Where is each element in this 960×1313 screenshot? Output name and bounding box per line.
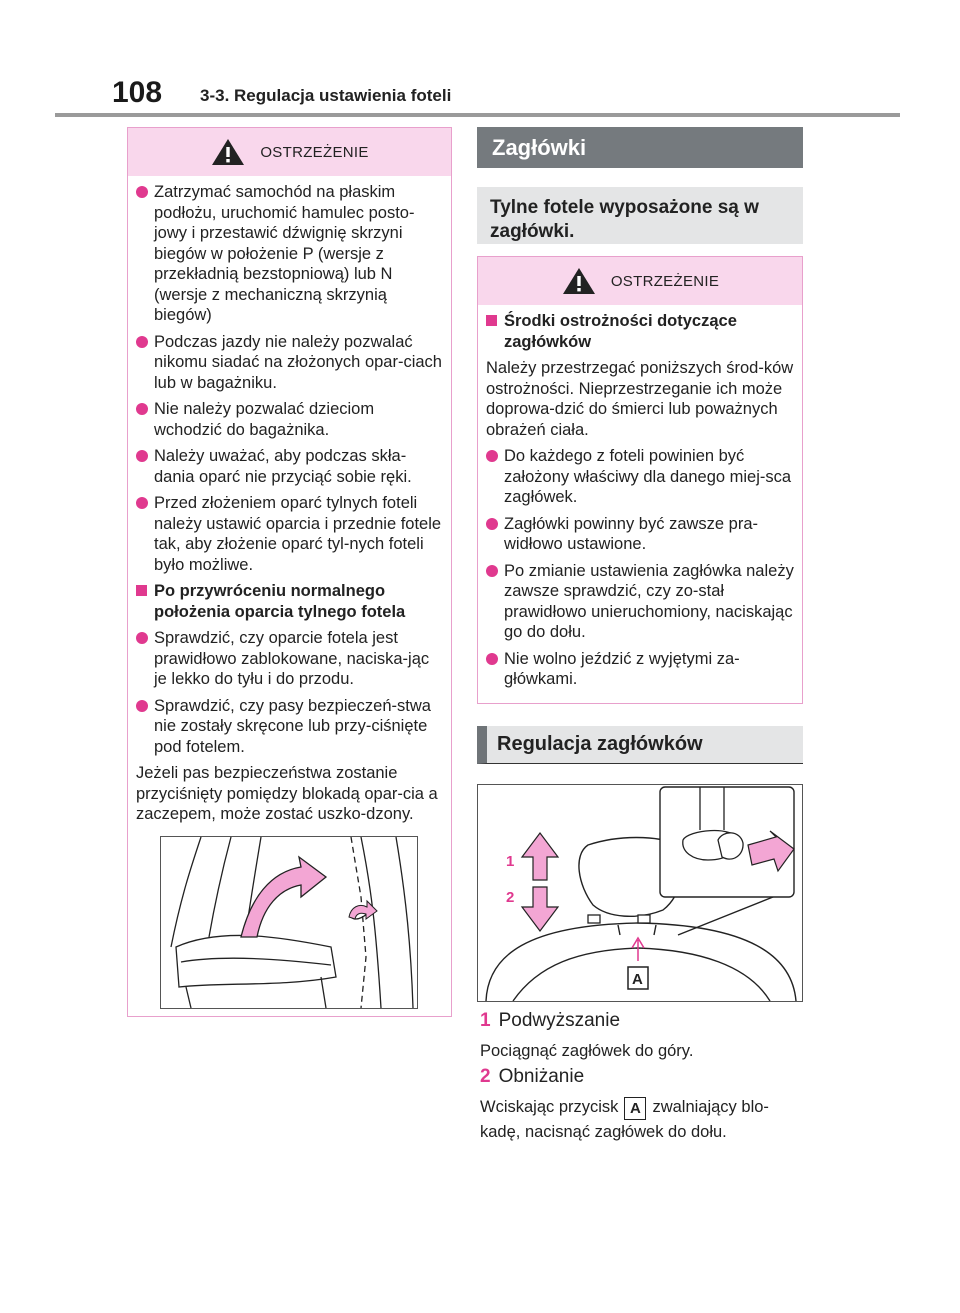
- warning-title: OSTRZEŻENIE: [610, 272, 720, 290]
- bullet-icon: [136, 450, 148, 462]
- bullet-icon: [136, 186, 148, 198]
- subheading: Środki ostrożności dotyczące zagłówków: [486, 311, 794, 352]
- list-item: Do każdego z foteli powinien być założony właściwy dla danego miej-sca zagłówek.: [486, 446, 794, 508]
- bullet-icon: [486, 518, 498, 530]
- list-item: Zatrzymać samochód na płaskim podłożu, uruchomić hamulec posto-jowy i przestawić dźwignię skrzyni biegów w położenie P (wersje z przekładnią bezstopniową) lub N (wersje z mechaniczną skrzynią biegów): [136, 182, 443, 326]
- step-number: 1: [480, 1010, 491, 1031]
- step-2-description: Wciskając przycisk A zwalniający blo-kadę, nacisnąć zagłówek do dołu.: [480, 1098, 769, 1141]
- bullet-icon: [136, 497, 148, 509]
- warning-title: OSTRZEŻENIE: [260, 143, 369, 161]
- subheading: Po przywróceniu normalnego położenia oparcia tylnego fotela: [136, 581, 443, 622]
- list-item: Sprawdzić, czy oparcie fotela jest prawidłowo zablokowane, naciska-jąc je lekko do tyłu i do przodu.: [136, 628, 443, 690]
- warning-header: [478, 257, 802, 305]
- step-label: Obniżanie: [498, 1066, 585, 1087]
- bullet-icon: [136, 700, 148, 712]
- figure-label-2: 2: [506, 889, 515, 906]
- list-item: Nie należy pozwalać dzieciom wchodzić do bagażnika.: [136, 399, 443, 440]
- headrest-illustration: [477, 784, 803, 1002]
- zaglowki-heading: Zagłówki: [477, 127, 803, 168]
- square-bullet-icon: [486, 315, 497, 326]
- step-2: [480, 1066, 584, 1088]
- list-item: Sprawdzić, czy pasy bezpieczeń-stwa nie zostały skręcone lub przy-ciśnięte pod fotelem.: [136, 696, 443, 758]
- list-item: Zagłówki powinny być zawsze pra-widłowo ustawione.: [486, 514, 794, 555]
- zaglowki-subtitle-box: Tylne fotele wyposażone są w zagłówki.: [477, 187, 803, 244]
- list-item: Po zmianie ustawienia zagłówka należy zawsze sprawdzić, czy zo-stał prawidłowo unieruchomiony, naciskając go do dołu.: [486, 561, 794, 643]
- list-item: Podczas jazdy nie należy pozwalać nikomu siadać na złożonych opar-ciach lub w bagażniku.: [136, 332, 443, 394]
- warning-header: [128, 128, 451, 176]
- bullet-icon: [486, 653, 498, 665]
- bullet-icon: [486, 565, 498, 577]
- bullet-icon: [136, 632, 148, 644]
- headrest-drawing: [478, 785, 802, 1001]
- regulacja-heading: Regulacja zagłówków: [477, 726, 803, 764]
- button-a-label: A: [624, 1097, 646, 1120]
- warning-body: [478, 305, 802, 690]
- step-number: 2: [480, 1066, 491, 1087]
- warning-paragraph: Jeżeli pas bezpieczeństwa zostanie przyciśnięty pomiędzy blokadą opar-cia a zaczepem, może zostać uszko-dzony.: [136, 764, 438, 823]
- figure-label-a: A: [632, 971, 643, 988]
- list-item: Nie wolno jeździć z wyjętymi za-główkami.: [486, 649, 794, 690]
- bullet-icon: [136, 336, 148, 348]
- warning-paragraph: Należy przestrzegać poniższych środ-ków ostrożności. Nieprzestrzeganie ich może doprowa-dzić do śmierci lub poważnych obrażeń ciała.: [486, 359, 794, 439]
- page-number: 108: [112, 76, 163, 109]
- list-item: Przed złożeniem oparć tylnych foteli należy ustawić oparcia i przednie fotele tak, aby złożenie oparć tyl-nych foteli było możliwe.: [136, 493, 443, 575]
- seat-fold-drawing: [161, 837, 417, 1008]
- step-label: Podwyższanie: [498, 1010, 621, 1031]
- warning-triangle-icon: [210, 137, 246, 167]
- figure-label-1: 1: [506, 853, 515, 870]
- bullet-icon: [136, 403, 148, 415]
- right-warning-box: [477, 256, 803, 704]
- step-1: [480, 1010, 620, 1032]
- step-1-description: Pociągnąć zagłówek do góry.: [480, 1042, 694, 1060]
- bullet-icon: [486, 450, 498, 462]
- square-bullet-icon: [136, 585, 147, 596]
- warning-body: [128, 176, 451, 825]
- warning-triangle-icon: [561, 266, 597, 296]
- seat-fold-illustration: [160, 836, 418, 1009]
- list-item: Należy uważać, aby podczas skła-dania oparć nie przyciąć sobie ręki.: [136, 446, 443, 487]
- section-title: 3-3. Regulacja ustawienia foteli: [200, 86, 452, 105]
- header-rule: [55, 113, 900, 117]
- left-warning-box: [127, 127, 452, 1017]
